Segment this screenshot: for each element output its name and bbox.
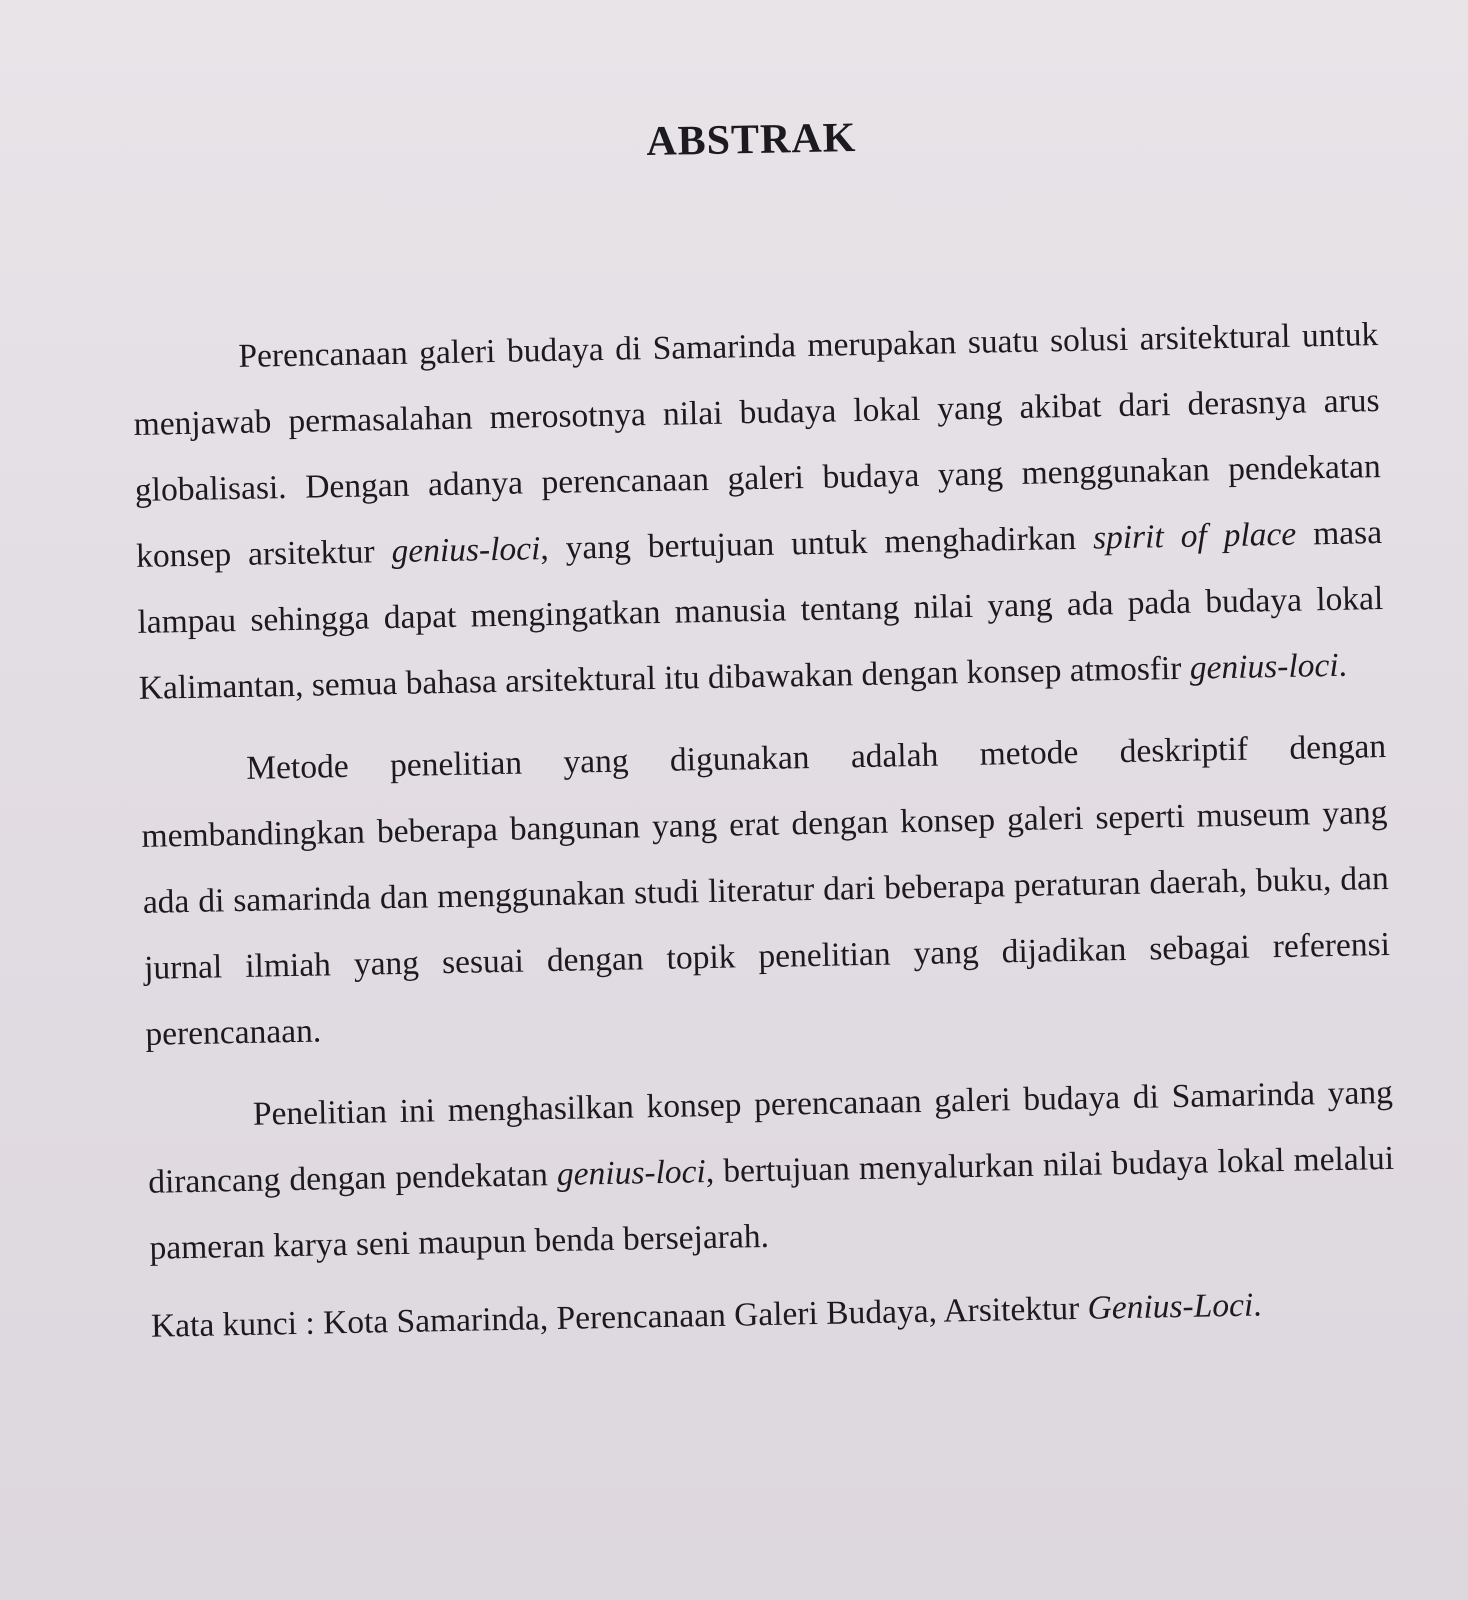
paragraph-1-italic-b: spirit of place [1092, 515, 1297, 557]
keywords-line [150, 1270, 1397, 1360]
paragraph-1-text-b: , yang bertujuan untuk menghadirkan [539, 519, 1094, 568]
abstract-title: ABSTRAK [645, 115, 857, 166]
paragraph-3 [146, 1060, 1396, 1282]
paragraph-1-text-d: . [1338, 646, 1348, 684]
paragraph-1-italic-a: genius-loci [391, 530, 541, 571]
paragraph-3-text-b: , bertujuan menyalurkan nilai budaya lokal melalui pameran karya seni maupun benda bersejarah. [149, 1139, 1395, 1267]
keywords-italic: Genius-Loci [1087, 1286, 1254, 1327]
paragraph-3-italic-a: genius-loci [556, 1153, 707, 1193]
paragraph-1-italic-c: genius-loci [1189, 646, 1339, 687]
paragraph-1-text-a: Perencanaan galeri budaya di Samarinda merupakan suatu solusi arsitektural untuk menjawab permasalahan merosotnya nilai budaya lokal yang akibat dari derasnya arus globalisasi. Dengan adanya perencanaan galeri budaya yang menggunakan pendekatan konsep arsitektur [133, 316, 1382, 575]
paragraph-2: Metode penelitian yang digunakan adalah metode deskriptif dengan membandingkan beberapa bangunan yang erat dengan konsep galeri seperti museum yang ada di samarinda dan menggunakan studi literatur dari beberapa peraturan daerah, buku, dan jurnal ilmiah yang sesuai dengan topik penelitian yang dijadikan sebagai referensi perencanaan. [141, 727, 1391, 1053]
paragraph-1-text-c: masa lampau sehingga dapat mengingatkan manusia tentang nilai yang ada pada budaya lokal Kalimantan, semua bahasa arsitektural itu dibawakan dengan konsep atmosfir [137, 514, 1384, 707]
paragraph-3-text-a: Penelitian ini menghasilkan konsep perencanaan galeri budaya di Samarinda yang dirancang dengan pendekatan [147, 1073, 1394, 1201]
document-sheet [128, 104, 1398, 1393]
keywords-text: Kata kunci : Kota Samarinda, Perencanaan Galeri Budaya, Arsitektur [150, 1289, 1088, 1345]
paragraph-1 [132, 302, 1385, 722]
keywords-end: . [1252, 1286, 1262, 1324]
